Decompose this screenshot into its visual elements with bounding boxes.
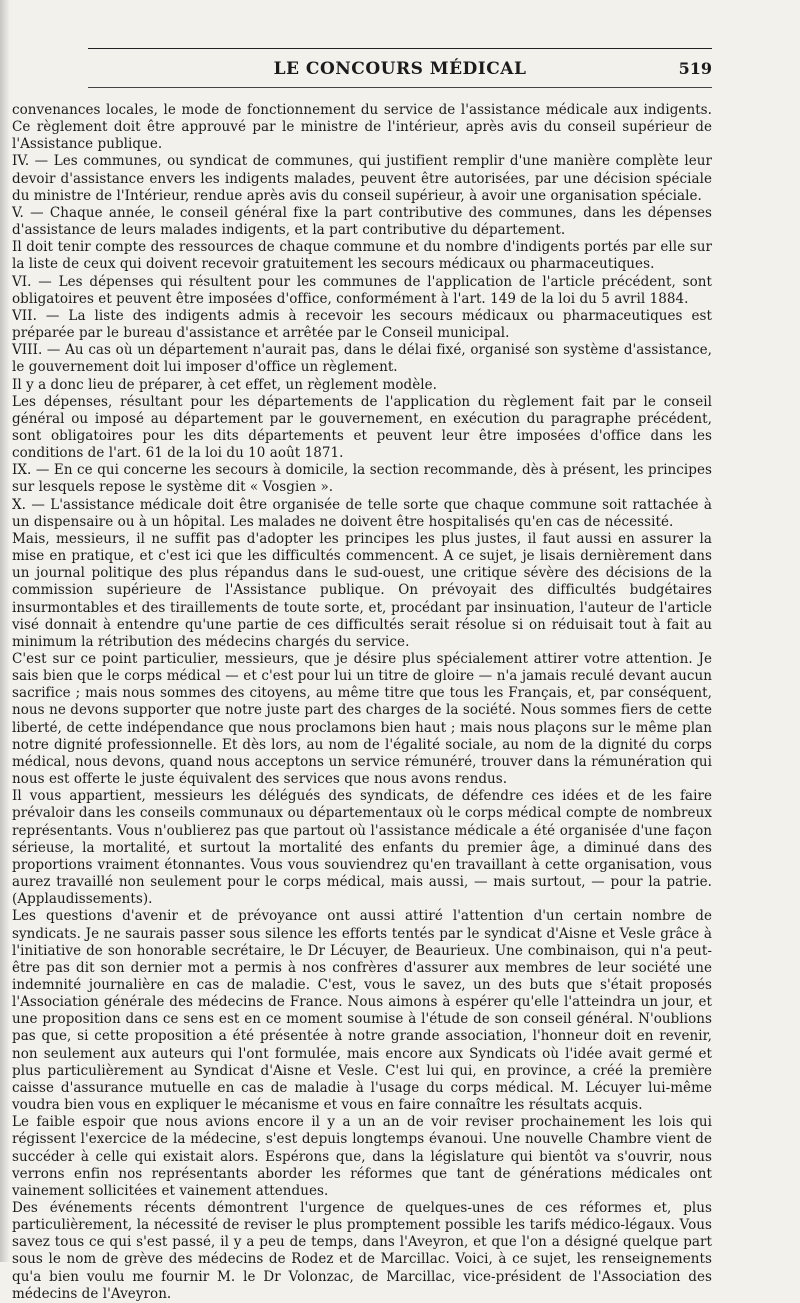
paragraph: IX. — En ce qui concerne les secours à domicile, la section recommande, dès à présent, les principes sur lesquels repose le système dit « Vosgien ». (12, 462, 712, 496)
paragraph: VII. — La liste des indigents admis à recevoir les secours médicaux ou pharmaceutiques est préparée par le bureau d'assistance et arrêtée par le Conseil municipal. (12, 307, 712, 342)
paragraph: VIII. — Au cas où un département n'aurait pas, dans le délai fixé, organisé son système d'assistance, le gouvernement doit lui imposer d'office un règlement. (12, 342, 712, 376)
article-body (12, 102, 712, 1303)
paragraph: V. — Chaque année, le conseil général fixe la part contributive des communes, dans les dépenses d'assistance de leurs malades indigents, et la part contributive du département. (12, 204, 712, 239)
paragraph: X. — L'assistance médicale doit être organisée de telle sorte que chaque commune soit rattachée à un dispensaire ou à un hôpital. Les malades ne doivent être hospitalisés qu'en cas de nécessité. (12, 496, 712, 530)
paragraph: convenances locales, le mode de fonctionnement du service de l'assistance médicale aux indigents. Ce règlement doit être approuvé par le ministre de l'intérieur, après avis du conseil supérieur de l'Assistance publique. (12, 102, 712, 153)
paragraph: Des événements récents démontrent l'urgence de quelques-unes de ces réformes et, plus particulièrement, la nécessité de reviser le plus promptement possible les tarifs médico-légaux. Vous savez tous ce qui s'est passé, il y a peu de temps, dans l'Aveyron, et que l'on a désigné quelque part sous le nom de grève des médecins de Rodez et de Marcillac. Voici, à ce sujet, les renseignements qu'a bien voulu me fournir M. le Dr Volonzac, de Marcillac, vice-président de l'Association des médecins de l'Aveyron. (12, 1200, 712, 1302)
binding-shadow (0, 0, 10, 1262)
page-header (88, 48, 712, 88)
paragraph: Mais, messieurs, il ne suffit pas d'adopter les principes les plus justes, il faut aussi en assurer la mise en pratique, et c'est ici que les difficultés commencent. A ce sujet, je lisais dernièrement dans un journal politique des plus répandus dans le sud-ouest, une critique sévère des décisions de la commission supérieure de l'Assistance publique. On prévoyait des difficultés budgétaires insurmontables et des tiraillements de toute sorte, et, procédant par insinuation, l'auteur de l'article visé donnait à entendre qu'une partie de ces difficultés serait résolue si on réduisait tout à fait au minimum la rétribution des médecins chargés du service. (12, 530, 712, 650)
paragraph: Il vous appartient, messieurs les délégués des syndicats, de défendre ces idées et de les faire prévaloir dans les conseils communaux ou départementaux où le corps médical compte de nombreux représentants. Vous n'oublierez pas que partout où l'assistance médicale a été organisée d'une façon sérieuse, la mortalité, et surtout la mortalité des enfants du premier âge, a diminué dans des proportions vraiment étonnantes. Vous vous souviendrez qu'en travaillant à cette organisation, vous aurez travaillé non seulement pour le corps médical, mais aussi, — mais surtout, — pour la patrie. (Applaudissements). (12, 788, 712, 908)
paragraph: VI. — Les dépenses qui résultent pour les communes de l'application de l'article précédent, sont obligatoires et peuvent être imposées d'office, conformément à l'art. 149 de la loi du 5 avril 1884. (12, 273, 712, 307)
paragraph: Il doit tenir compte des ressources de chaque commune et du nombre d'indigents portés par elle sur la liste de ceux qui doivent recevoir gratuitement les secours médicaux ou pharmaceutiques. (12, 239, 712, 273)
paragraph: Les questions d'avenir et de prévoyance ont aussi attiré l'attention d'un certain nombre de syndicats. Je ne saurais passer sous silence les efforts tentés par le syndicat d'Aisne et Vesle grâce à l'initiative de son honorable secrétaire, le Dr Lécuyer, de Beaurieux. Une combinaison, qui n'a peut-être pas dit son dernier mot a permis à nos confrères d'assurer aux membres de leur société une indemnité journalière en cas de maladie. C'est, vous le savez, un des buts que s'était proposés l'Association générale des médecins de France. Nous aimons à espérer qu'elle l'atteindra un jour, et une proposition dans ce sens est en ce moment soumise à l'étude de son conseil général. N'oublions pas que, si cette proposition a été présentée à notre grande association, l'honneur doit en revenir, non seulement aux auteurs qui l'ont formulée, mais encore aux Syndicats où l'idée avait germé et plus particulièrement au Syndicat d'Aisne et Vesle. C'est lui qui, en province, a créé la première caisse d'assurance mutuelle en cas de maladie à l'usage du corps médical. M. Lécuyer lui-même voudra bien vous en expliquer le mécanisme et vous en faire connaître les résultats acquis. (12, 908, 712, 1114)
paragraph: IV. — Les communes, ou syndicat de communes, qui justifient remplir d'une manière complète leur devoir d'assistance envers les indigents malades, peuvent être autorisées, par une décision spéciale du ministre de l'Intérieur, rendue après avis du conseil supérieur, à avoir une organisation spéciale. (12, 153, 712, 204)
paragraph: Il y a donc lieu de préparer, à cet effet, un règlement modèle. (12, 376, 437, 393)
header-rule (88, 87, 712, 88)
running-title: LE CONCOURS MÉDICAL (273, 59, 527, 79)
paragraph: Les dépenses, résultant pour les départements de l'application du règlement fait par le conseil général ou imposé au département par le gouvernement, en exécution du paragraphe précédent, sont obligatoires pour les dits départements et peuvent leur être imposées d'office dans les conditions de l'art. 61 de la loi du 10 août 1871. (12, 393, 712, 462)
paragraph: C'est sur ce point particulier, messieurs, que je désire plus spécialement attirer votre attention. Je sais bien que le corps médical — et c'est pour lui un titre de gloire — n'a jamais reculé devant aucun sacrifice ; mais nous sommes des citoyens, au même titre que tous les Français, et, par conséquent, nous ne devons supporter que notre juste part des charges de la société. Nous sommes fiers de cette liberté, de cette indépendance que nous proclamons bien haut ; mais nous plaçons sur le même plan notre dignité professionnelle. Et dès lors, au nom de l'égalité sociale, au nom de la dignité du corps médical, nous devons, quand nous acceptons un service rémunéré, trouver dans la rémunération qui nous est offerte le juste équivalent des services que nous avons rendus. (12, 651, 712, 788)
page-number: 519 (678, 59, 712, 78)
paragraph: Le faible espoir que nous avions encore il y a un an de voir reviser prochainement les lois qui régissent l'exercice de la médecine, s'est depuis longtemps évanoui. Une nouvelle Chambre vient de succéder à celle qui existait alors. Espérons que, dans la législature qui bientôt va s'ouvrir, nous verrons enfin nos représentants aborder les réformes que tant de générations médicales ont vainement sollicitées et vainement attendues. (12, 1114, 712, 1199)
